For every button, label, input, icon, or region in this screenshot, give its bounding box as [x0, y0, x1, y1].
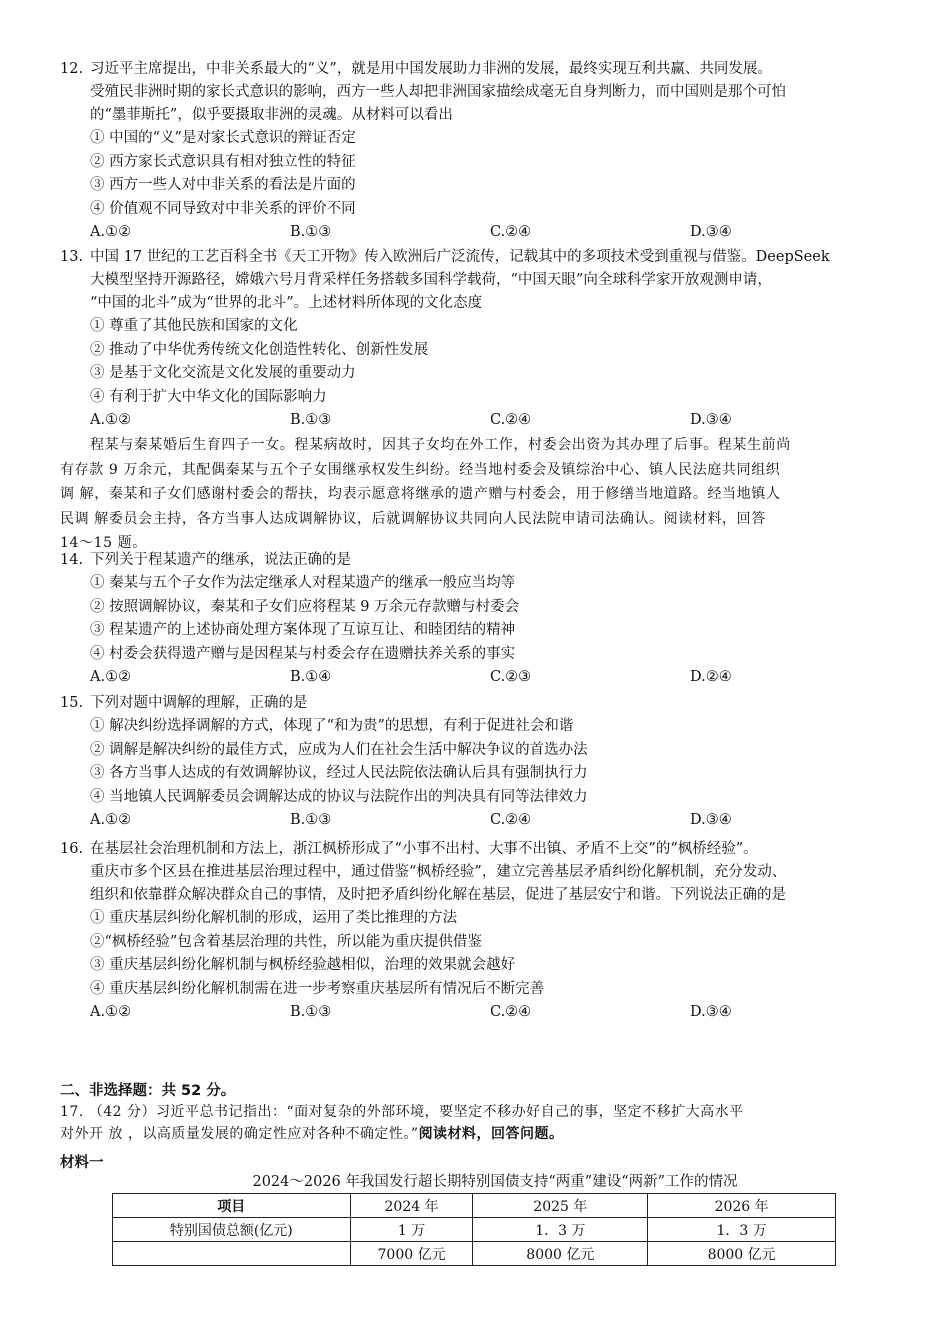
- choice-b: B.①④: [290, 669, 332, 685]
- choice-d: D.③④: [690, 412, 732, 428]
- choice-a: A.①②: [90, 1004, 132, 1020]
- table-cell: 1．3 万: [473, 1218, 648, 1242]
- question-12: [60, 58, 895, 244]
- stem-line: 习近平主席提出，中非关系最大的“义”，就是用中国发展助力非洲的发展，最终实现互利共赢、共同发展。: [90, 61, 772, 77]
- answer-choices: [60, 1001, 895, 1024]
- choice-a: A.①②: [90, 812, 132, 828]
- passage-line: 14～15 题。: [60, 535, 147, 551]
- choice-d: D.③④: [690, 1004, 732, 1020]
- choice-b: B.①③: [290, 224, 332, 240]
- choice-c: C.②④: [490, 812, 532, 828]
- choice-b: B.①③: [290, 812, 332, 828]
- option-2: ②“枫桥经验”包含着基层治理的共性，所以能为重庆提供借鉴: [90, 933, 482, 950]
- question-stem: [60, 58, 895, 81]
- stem-line: 大模型坚持开源路径，嫦娥六号月背采样任务搭载多国科学载荷，“中国天眼”向全球科学家开放观测申请，: [90, 272, 772, 288]
- bond-table: [112, 1193, 836, 1266]
- question-16: [60, 838, 895, 1024]
- table-cell: 1．3 万: [648, 1218, 836, 1242]
- choice-b: B.①③: [290, 412, 332, 428]
- question-stem: [60, 692, 895, 715]
- stem-line: 重庆市多个区县在推进基层治理过程中，通过借鉴“枫桥经验”，建立完善基层矛盾纠纷化解机制，充分发动、: [90, 864, 787, 880]
- table-cell: 7000 亿元: [350, 1242, 473, 1266]
- answer-choices: [60, 221, 895, 244]
- table-row: [113, 1242, 836, 1266]
- stem-line: 下列关于程某遗产的继承，说法正确的是: [90, 552, 351, 568]
- option-3: ③ 程某遗产的上述协商处理方案体现了互谅互让、和睦团结的精神: [90, 622, 516, 638]
- passage-line: 调 解，秦某和子女们感谢村委会的帮扶，均表示愿意将继承的遗产赠与村委会，用于修缮当地道路。经当地镇人: [60, 486, 781, 502]
- choice-a: A.①②: [90, 224, 132, 240]
- passage-line: 程某与秦某婚后生育四子一女。程某病故时，因其子女均在外工作，村委会出资为其办理了后事。程某生前尚: [90, 437, 791, 453]
- question-17-text: 对外开 放 ，以高质量发展的确定性应对各种不确定性。”: [60, 1126, 419, 1142]
- option-3: ③ 重庆基层纠纷化解机制与枫桥经验越相似，治理的效果就会越好: [90, 957, 516, 973]
- stem-line: 下列对题中调解的理解，正确的是: [90, 695, 308, 711]
- table-header: 2024 年: [350, 1194, 473, 1218]
- question-17-line: [60, 1123, 890, 1145]
- question-17-instruction: 阅读材料，回答问题。: [418, 1126, 564, 1142]
- table-row: [113, 1218, 836, 1242]
- question-13: [60, 246, 895, 432]
- stem-line: 在基层社会治理机制和方法上，浙江枫桥形成了“小事不出村、大事不出镇、矛盾不上交”的“枫桥经验”。: [90, 841, 758, 857]
- option-4: ④ 重庆基层纠纷化解机制需在进一步考察重庆基层所有情况后不断完善: [90, 980, 545, 997]
- table-caption: 2024～2026 年我国发行超长期特别国债支持“两重”建设“两新”工作的情况: [252, 1174, 738, 1190]
- choice-c: C.②④: [490, 412, 532, 428]
- answer-choices: [60, 409, 895, 432]
- choice-b: B.①③: [290, 1004, 332, 1020]
- stem-line: 中国 17 世纪的工艺百科全书《天工开物》传入欧洲后广泛流传，记载其中的多项技术受到重视与借鉴。DeepSeek: [90, 249, 830, 265]
- option-3: ③ 是基于文化交流是文化发展的重要动力: [90, 365, 356, 381]
- table-cell: 特别国债总额(亿元): [113, 1218, 351, 1242]
- question-number: 16.: [60, 841, 84, 857]
- choice-a: A.①②: [90, 669, 132, 685]
- option-4: ④ 村委会获得遗产赠与是因程某与村委会存在遗赠扶养关系的事实: [90, 645, 516, 662]
- stem-line: 的“墨菲斯托”，似乎要摄取非洲的灵魂。从材料可以看出: [90, 107, 453, 123]
- table-cell: 8000 亿元: [473, 1242, 648, 1266]
- section-heading: 二、非选择题：共 52 分。: [60, 1083, 236, 1099]
- stem-line: “中国的北斗”成为“世界的北斗”。上述材料所体现的文化态度: [90, 295, 483, 311]
- table-cell: 8000 亿元: [648, 1242, 836, 1266]
- question-number: 15.: [60, 695, 84, 711]
- answer-choices: [60, 666, 895, 689]
- choice-d: D.③④: [690, 224, 732, 240]
- option-2: ② 按照调解协议，秦某和子女们应将程某 9 万余元存款赠与村委会: [90, 598, 520, 615]
- passage-line: 民调 解委员会主持，各方当事人达成调解协议，后就调解协议共同向人民法院申请司法确认。阅读材料，回答: [60, 510, 766, 527]
- question-14: [60, 549, 895, 689]
- question-stem: [60, 246, 895, 269]
- question-17: [60, 1101, 890, 1145]
- table-header: 2026 年: [648, 1194, 836, 1218]
- choice-d: D.③④: [690, 812, 732, 828]
- table-header: 2025 年: [473, 1194, 648, 1218]
- question-number: 14.: [60, 552, 84, 568]
- passage-line: 有存款 9 万余元，其配偶秦某与五个子女围继承权发生纠纷。经当地村委会及镇综治中心、镇人民法庭共同组织: [60, 461, 781, 478]
- choice-a: A.①②: [90, 412, 132, 428]
- answer-choices: [60, 809, 895, 832]
- option-2: ② 调解是解决纠纷的最佳方式，应成为人们在社会生活中解决争议的首选办法: [90, 741, 588, 758]
- question-stem: [60, 549, 895, 572]
- option-1: ① 尊重了其他民族和国家的文化: [90, 318, 298, 334]
- option-1: ① 中国的“义”是对家长式意识的辩证否定: [90, 130, 356, 146]
- table-header: 项目: [113, 1194, 351, 1218]
- question-15: [60, 692, 895, 832]
- choice-d: D.②④: [690, 669, 732, 685]
- table-cell: [113, 1242, 351, 1266]
- reading-passage: [60, 433, 890, 556]
- option-1: ① 解决纠纷选择调解的方式，体现了“和为贵”的思想，有利于促进社会和谐: [90, 718, 574, 734]
- question-stem: [60, 838, 895, 861]
- material-label: 材料一: [60, 1155, 104, 1171]
- option-1: ① 重庆基层纠纷化解机制的形成，运用了类比推理的方法: [90, 910, 458, 926]
- option-1: ① 秦某与五个子女作为法定继承人对程某遗产的继承一般应当均等: [90, 575, 516, 591]
- choice-c: C.②④: [490, 224, 532, 240]
- table-cell: 1 万: [350, 1218, 473, 1242]
- option-3: ③ 西方一些人对中非关系的看法是片面的: [90, 177, 356, 193]
- stem-line: 受殖民非洲时期的家长式意识的影响，西方一些人却把非洲国家描绘成毫无自身判断力，而中国则是那个可怕: [90, 84, 786, 100]
- table-header-row: [113, 1194, 836, 1218]
- option-2: ② 西方家长式意识具有相对独立性的特征: [90, 153, 356, 170]
- option-4: ④ 当地镇人民调解委员会调解达成的协议与法院作出的判决具有同等法律效力: [90, 788, 588, 805]
- stem-line: 组织和依靠群众解决群众自己的事情，及时把矛盾纠纷化解在基层，促进了基层安宁和谐。下列说法正确的是: [90, 887, 786, 903]
- option-2: ② 推动了中华优秀传统文化创造性转化、创新性发展: [90, 341, 429, 358]
- option-4: ④ 价值观不同导致对中非关系的评价不同: [90, 200, 356, 217]
- choice-c: C.②④: [490, 1004, 532, 1020]
- choice-c: C.②③: [490, 669, 532, 685]
- option-3: ③ 各方当事人达成的有效调解协议，经过人民法院依法确认后具有强制执行力: [90, 765, 588, 781]
- question-17-line: 17. （42 分）习近平总书记指出：“面对复杂的外部环境，要坚定不移办好自己的事，坚定不移扩大高水平: [60, 1104, 744, 1120]
- option-4: ④ 有利于扩大中华文化的国际影响力: [90, 388, 327, 405]
- question-number: 13.: [60, 249, 84, 265]
- question-number: 12.: [60, 61, 84, 77]
